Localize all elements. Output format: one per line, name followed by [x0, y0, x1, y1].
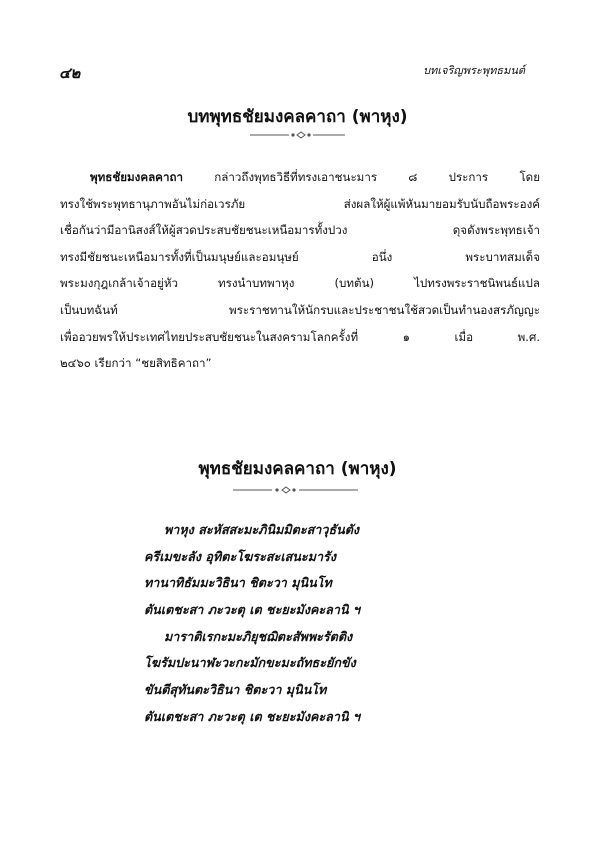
running-header: บทเจริญพระพุทธมนต์: [423, 64, 525, 77]
verse-line: ครีเมขะลัง อุทิตะโฆระสะเสนะมารัง: [144, 548, 336, 564]
verse-line: ทานาทิธัมมะวิธินา ชิตะวา มุนินโท: [144, 575, 332, 591]
verse-line: ขันตีสุทันตะวิธินา ชิตะวา มุนินโท: [144, 682, 327, 698]
ornament-divider: [0, 483, 595, 497]
section-title: บทพุทธชัยมงคลคาถา (พาหุง): [187, 107, 408, 127]
paragraph-line: ทรงมีชัยชนะเหนือมารทั้งที่เป็นมนุษย์และอมนุษย์ อนึ่ง พระบาทสมเด็จ: [60, 249, 540, 264]
intro-paragraph: [60, 164, 540, 377]
verse-line: พาหุง สะหัสสะมะภินิมมิตะสาวุธันตัง: [164, 522, 360, 537]
verse-line: มาราติเรกะมะภิยุชฌิตะสัพพะรัตติง: [164, 628, 353, 644]
verse-line: ตันเตชะสา ภะวะตุ เต ชะยะมังคะลานิ ฯ: [144, 602, 361, 618]
verse-block: [144, 517, 360, 731]
verse-line: โฆรัมปะนาฬะวะกะมักขะมะถัทธะยักขัง: [144, 655, 356, 671]
verse-title: พุทธชัยมงคลคาถา (พาหุง): [198, 459, 397, 479]
paragraph-line: เป็นบทฉันท์ พระราชทานให้นักรบและประชาชนใช้สวดเป็นทำนองสรภัญญะ: [60, 302, 540, 317]
ornament-divider: [0, 128, 595, 142]
paragraph-line: พระมงกุฎเกล้าเจ้าอยู่หัว ทรงนำบทพาหุง (บทต้น) ไปทรงพระราชนิพนธ์แปล: [60, 276, 540, 291]
lead-term: พุทธชัยมงคลคาถา: [90, 170, 183, 184]
paragraph-line: เชื่อกันว่ามีอานิสงส์ให้ผู้สวดประสบชัยชนะเหนือมารทั้งปวง ดุจดังพระพุทธเจ้า: [60, 223, 540, 238]
page-number: ๔๒: [59, 64, 81, 82]
paragraph-line: ๒๔๖๐ เรียกว่า “ชยสิทธิคาถา”: [60, 356, 212, 371]
verse-line: ตันเตชะสา ภะวะตุ เต ชะยะมังคะลานิ ฯ: [144, 708, 361, 724]
paragraph-line: ทรงใช้พระพุทธานุภาพอันไม่ก่อเวรภัย ส่งผลให้ผู้แพ้หันมายอมรับนับถือพระองค์: [60, 196, 540, 211]
paragraph-line: พุทธชัยมงคลคาถา กล่าวถึงพุทธวิธีที่ทรงเอาชนะมาร ๘ ประการ โดย: [90, 170, 540, 184]
paragraph-line: เพื่ออวยพรให้ประเทศไทยประสบชัยชนะในสงครามโลกครั้งที่ ๑ เมื่อ พ.ศ.: [60, 329, 540, 344]
